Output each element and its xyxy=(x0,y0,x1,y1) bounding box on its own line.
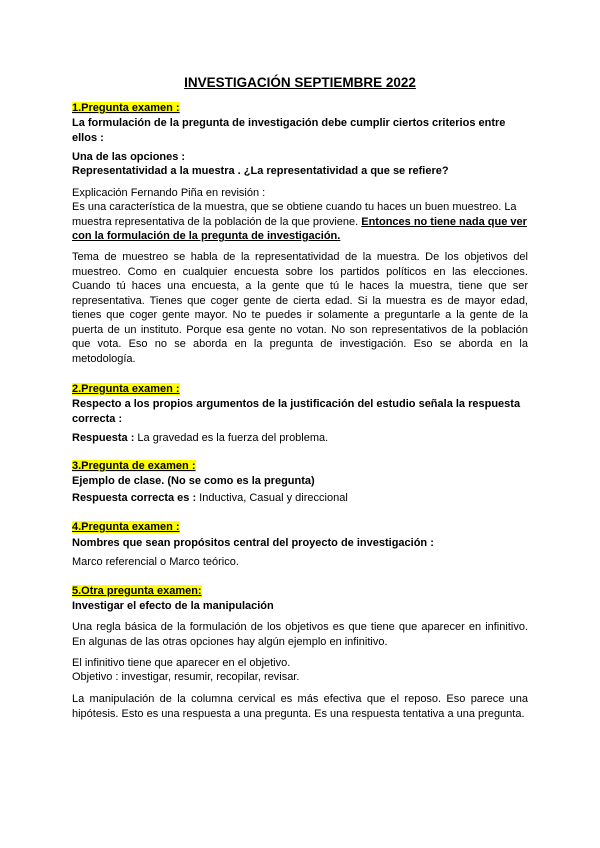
q2-answer-label: Respuesta : xyxy=(72,432,135,444)
q1-paragraph: Tema de muestreo se habla de la representatividad de la muestra. De los objetivos del muestreo. Como en cualquier encuesta sobre los partidos políticos en las elecciones. Cuando tú haces una encuesta, a la gente que tú le haces la muestra, tiene que ser representativa. Tienes que coger gente de cierta edad. Si la muestra es de mayor edad, tienes que coger gente mayor. No te puedes ir solamente a preguntarle a la gente de la puerta de un instituto. Porque esa gente no votan. No son representativos de la población que vota. Eso no se aborda en la pregunta de investigación. Eso se aborda en la metodología. xyxy=(72,251,528,365)
q2-answer: La gravedad es la fuerza del problema. xyxy=(134,432,329,444)
q1-option: Representatividad a la muestra . ¿La representatividad a que se refiere? xyxy=(72,165,449,177)
q5-paragraph1: Una regla básica de la formulación de los objetivos es que tiene que aparecer en infinitivo. En algunas de las otras opciones hay algún ejemplo en infinitivo. xyxy=(72,621,528,648)
q1-explanation-author: Explicación Fernando Piña en revisión : xyxy=(72,187,266,199)
q1-explanation-text: Es una característica de la muestra, que se obtiene cuando tu haces un buen muestreo. La muestra representativa de la población de la que proviene. xyxy=(72,201,517,228)
q5-line1: El infinitivo tiene que aparecer en el objetivo. xyxy=(72,657,291,669)
q1-options-label: Una de las opciones : xyxy=(72,151,186,163)
q5-paragraph2: La manipulación de la columna cervical es más efectiva que el reposo. Eso parece una hipótesis. Esto es una respuesta a una pregunta. Es una respuesta tentativa a una pregunta. xyxy=(72,693,528,720)
q1-explanation xyxy=(72,200,528,244)
document-title: INVESTIGACIÓN SEPTIEMBRE 2022 xyxy=(184,75,416,90)
q1-explanation-emphasis: Entonces no tiene nada que ver con la formulación de la pregunta de investigación. xyxy=(72,215,527,242)
q4-heading-line xyxy=(72,520,528,535)
q1-heading: 1.Pregunta examen : xyxy=(72,102,180,114)
q2-question: Respecto a los propios argumentos de la justificación del estudio señala la respuesta correcta : xyxy=(72,398,521,425)
q3-answer-line xyxy=(72,491,528,506)
q4-question: Nombres que sean propósitos central del proyecto de investigación : xyxy=(72,537,434,549)
q3-answer: Inductiva, Casual y direccional xyxy=(196,492,348,504)
q4-heading: 4.Pregunta examen : xyxy=(72,521,180,533)
q2-answer-line xyxy=(72,431,528,446)
q3-answer-label: Respuesta correcta es : xyxy=(72,492,197,504)
q5-line2: Objetivo : investigar, resumir, recopilar, revisar. xyxy=(72,671,300,683)
q3-heading-line xyxy=(72,459,528,474)
q1-heading-line xyxy=(72,101,528,116)
q5-heading: 5.Otra pregunta examen: xyxy=(72,585,202,597)
q3-question: Ejemplo de clase. (No se como es la pregunta) xyxy=(72,475,315,487)
q5-heading-line xyxy=(72,584,528,599)
q2-heading-line xyxy=(72,382,528,397)
q5-question: Investigar el efecto de la manipulación xyxy=(72,600,274,612)
q3-heading: 3.Pregunta de examen : xyxy=(72,460,196,472)
q2-heading: 2.Pregunta examen : xyxy=(72,383,180,395)
q4-answer: Marco referencial o Marco teórico. xyxy=(72,556,239,568)
q1-question: La formulación de la pregunta de investigación debe cumplir ciertos criterios entre ellos : xyxy=(72,117,506,144)
